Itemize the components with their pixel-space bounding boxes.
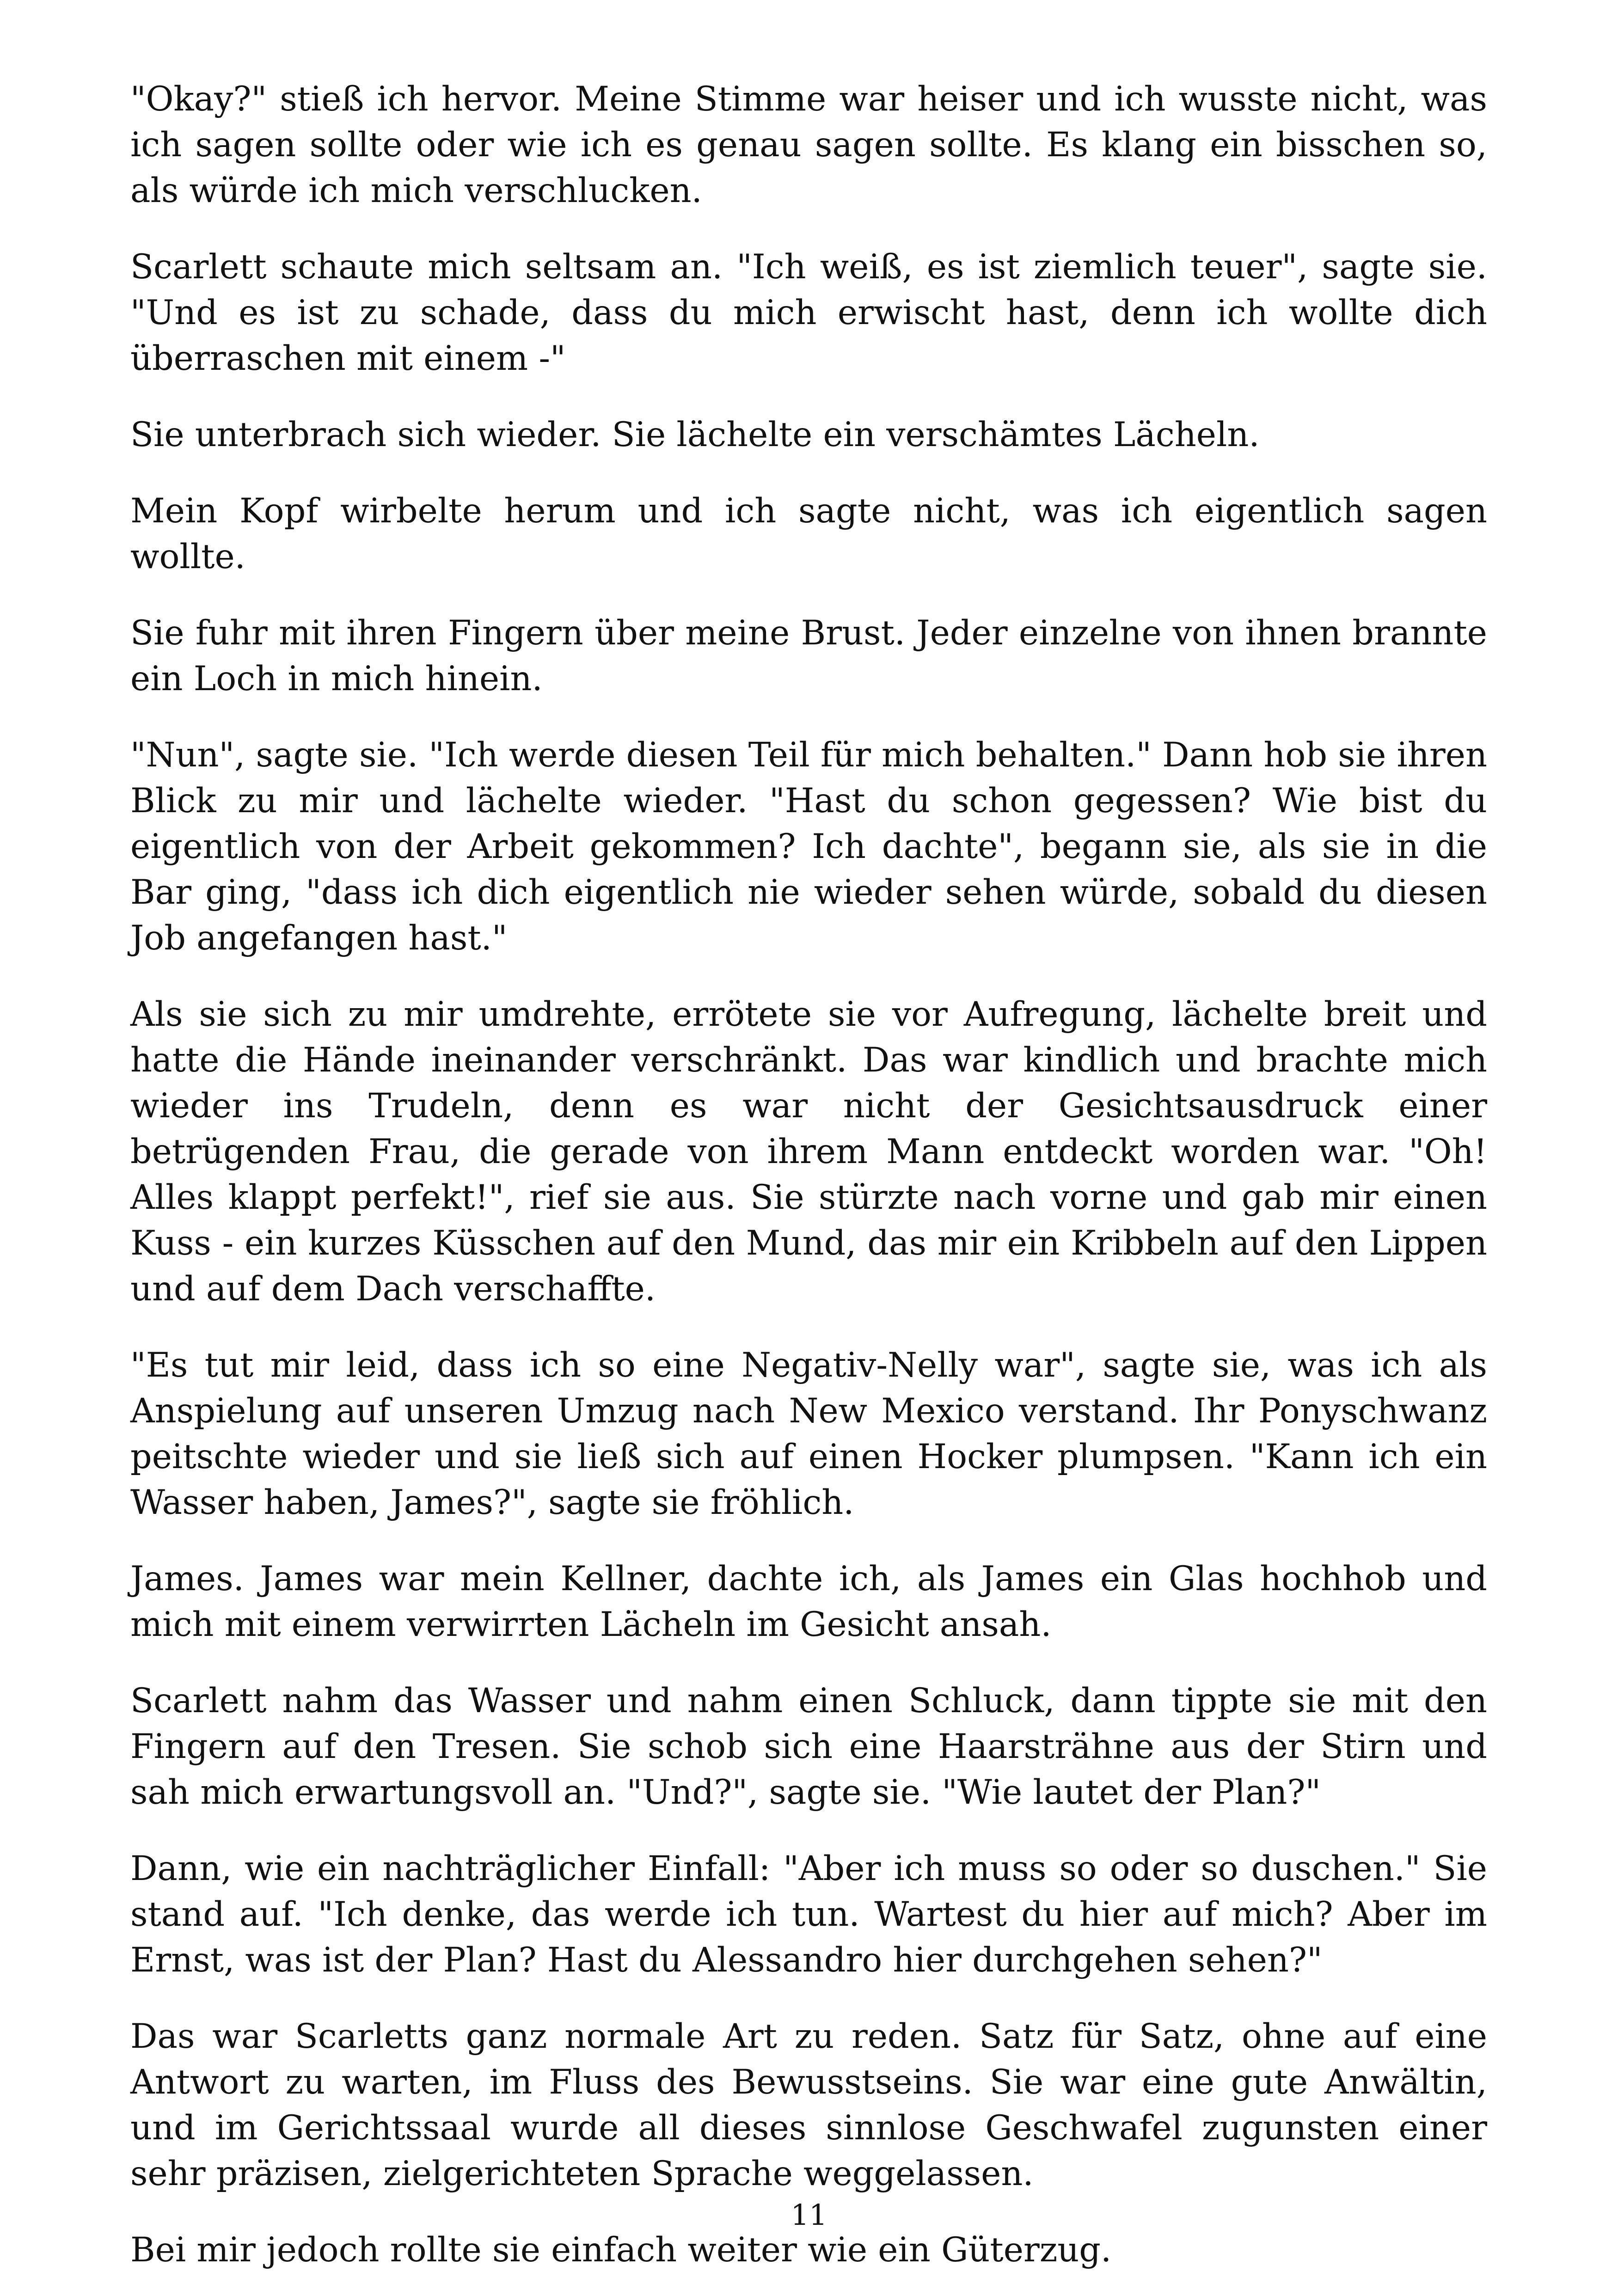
paragraph: Bei mir jedoch rollte sie einfach weiter wie ein Güterzug. xyxy=(130,2230,1112,2270)
paragraph: James. James war mein Kellner, dachte ich, als James ein Glas hochhob und mich mit einem verwirrten Lächeln im Gesicht ansah. xyxy=(130,1559,1487,1644)
body-text xyxy=(130,76,1487,2273)
paragraph: "Nun", sagte sie. "Ich werde diesen Teil für mich behalten." Dann hob sie ihren Blick zu mir und lächelte wieder. "Hast du schon gegessen? Wie bist du eigentlich von der Arbeit gekommen? Ich dachte", begann sie, als sie in die Bar ging, "dass ich dich eigentlich nie wieder sehen würde, sobald du diesen Job angefangen hast." xyxy=(130,735,1487,958)
paragraph: Das war Scarletts ganz normale Art zu reden. Satz für Satz, ohne auf eine Antwort zu warten, im Fluss des Bewusstseins. Sie war eine gute Anwältin, und im Gerichtssaal wurde all dieses sinnlose Geschwafel zugunsten einer sehr präzisen, zielgerichteten Sprache weggelassen. xyxy=(130,2017,1487,2193)
paragraph: "Okay?" stieß ich hervor. Meine Stimme war heiser und ich wusste nicht, was ich sagen sollte oder wie ich es genau sagen sollte. Es klang ein bisschen so, als würde ich mich verschlucken. xyxy=(130,80,1487,210)
paragraph: Als sie sich zu mir umdrehte, errötete sie vor Aufregung, lächelte breit und hatte die Hände ineinander verschränkt. Das war kindlich und brachte mich wieder ins Trudeln, denn es war nicht der Gesichtsausdruck einer betrügenden Frau, die gerade von ihrem Mann entdeckt worden war. "Oh! Alles klappt perfekt!", rief sie aus. Sie stürzte nach vorne und gab mir einen Kuss - ein kurzes Küsschen auf den Mund, das mir ein Kribbeln auf den Lippen und auf dem Dach verschaffte. xyxy=(130,995,1487,1309)
paragraph: Scarlett schaute mich seltsam an. "Ich weiß, es ist ziemlich teuer", sagte sie. "Und es ist zu schade, dass du mich erwischt hast, denn ich wollte dich überraschen mit einem -" xyxy=(130,247,1487,378)
paragraph: Sie fuhr mit ihren Fingern über meine Brust. Jeder einzelne von ihnen brannte ein Loch in mich hinein. xyxy=(130,613,1487,698)
paragraph: "Es tut mir leid, dass ich so eine Negativ-Nelly war", sagte sie, was ich als Anspielung auf unseren Umzug nach New Mexico verstand. Ihr Ponyschwanz peitschte wieder und sie ließ sich auf einen Hocker plumpsen. "Kann ich ein Wasser haben, James?", sagte sie fröhlich. xyxy=(130,1346,1487,1522)
paragraph: Dann, wie ein nachträglicher Einfall: "Aber ich muss so oder so duschen." Sie stand auf. "Ich denke, das werde ich tun. Wartest du hier auf mich? Aber im Ernst, was ist der Plan? Hast du Alessandro hier durchgehen sehen?" xyxy=(130,1849,1487,1980)
page-number: 11 xyxy=(791,2198,827,2232)
paragraph: Sie unterbrach sich wieder. Sie lächelte ein verschämtes Lächeln. xyxy=(130,415,1260,454)
paragraph: Scarlett nahm das Wasser und nahm einen Schluck, dann tippte sie mit den Fingern auf den Tresen. Sie schob sich eine Haarsträhne aus der Stirn und sah mich erwartungsvoll an. "Und?", sagte sie. "Wie lautet der Plan?" xyxy=(130,1681,1487,1812)
paragraph: Mein Kopf wirbelte herum und ich sagte nicht, was ich eigentlich sagen wollte. xyxy=(130,491,1487,576)
